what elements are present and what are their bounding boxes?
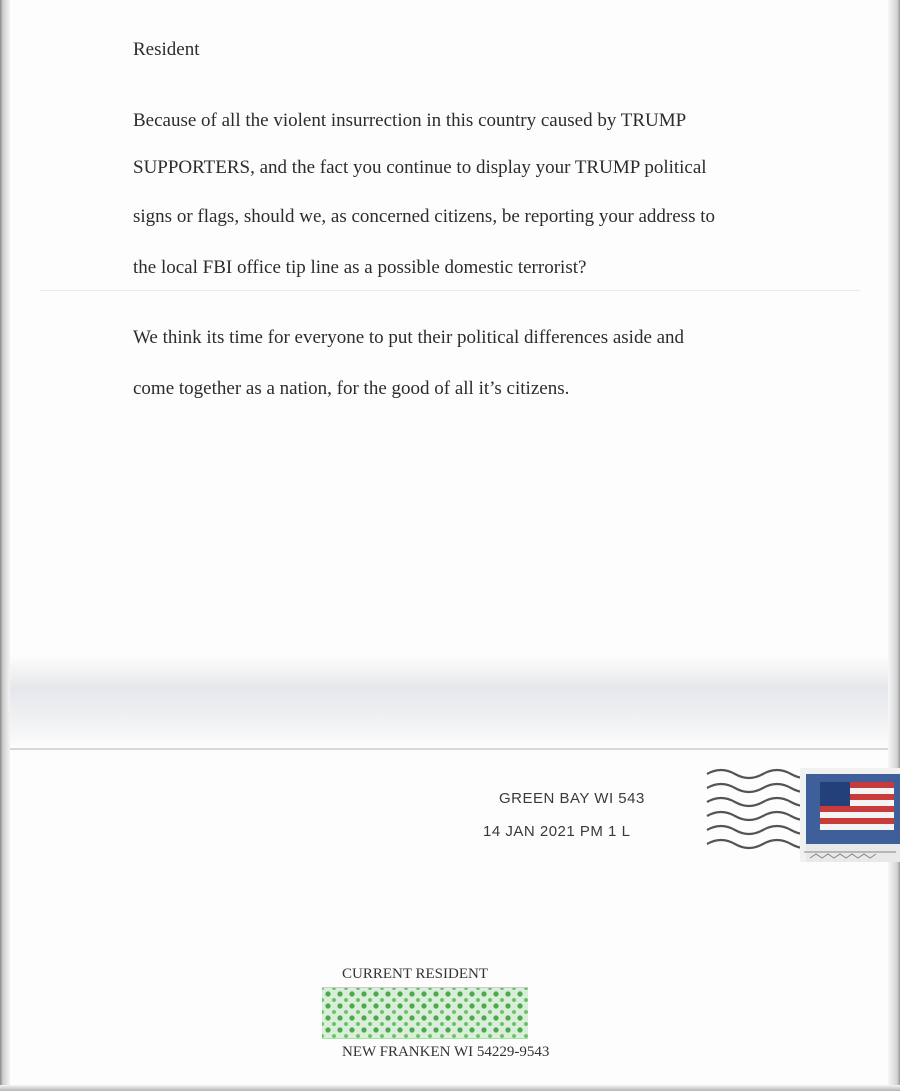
postmark-date: 14 JAN 2021 PM 1 L xyxy=(483,823,631,840)
envelope-fold-shadow xyxy=(10,655,888,750)
paragraph1-line4: the local FBI office tip line as a possible domestic terrorist? xyxy=(133,257,587,278)
us-flag-forever-stamp-icon xyxy=(800,768,900,862)
letter-salutation: Resident xyxy=(133,39,200,60)
envelope-fold-line xyxy=(10,748,888,750)
paper-edge-right xyxy=(888,0,900,1091)
paragraph2-line2: come together as a nation, for the good of all it’s citizens. xyxy=(133,378,570,399)
paragraph1-line2: SUPPORTERS, and the fact you continue to display your TRUMP political xyxy=(133,157,707,178)
recipient-city: NEW FRANKEN WI 54229-9543 xyxy=(342,1044,550,1060)
paper-edge-left xyxy=(0,0,10,1091)
postal-barcode-label xyxy=(322,987,528,1039)
postmark-city: GREEN BAY WI 543 xyxy=(499,790,645,807)
postmark-cancellation-waves-icon xyxy=(705,762,815,862)
recipient-name: CURRENT RESIDENT xyxy=(342,966,488,982)
paragraph2-line1: We think its time for everyone to put their political differences aside and xyxy=(133,327,685,348)
paragraph1-line3: signs or flags, should we, as concerned citizens, be reporting your address to xyxy=(133,206,715,227)
paper-crease xyxy=(40,290,860,291)
paragraph1-line1: Because of all the violent insurrection in this country caused by TRUMP xyxy=(133,110,687,131)
paper-edge-bottom xyxy=(0,1085,900,1091)
